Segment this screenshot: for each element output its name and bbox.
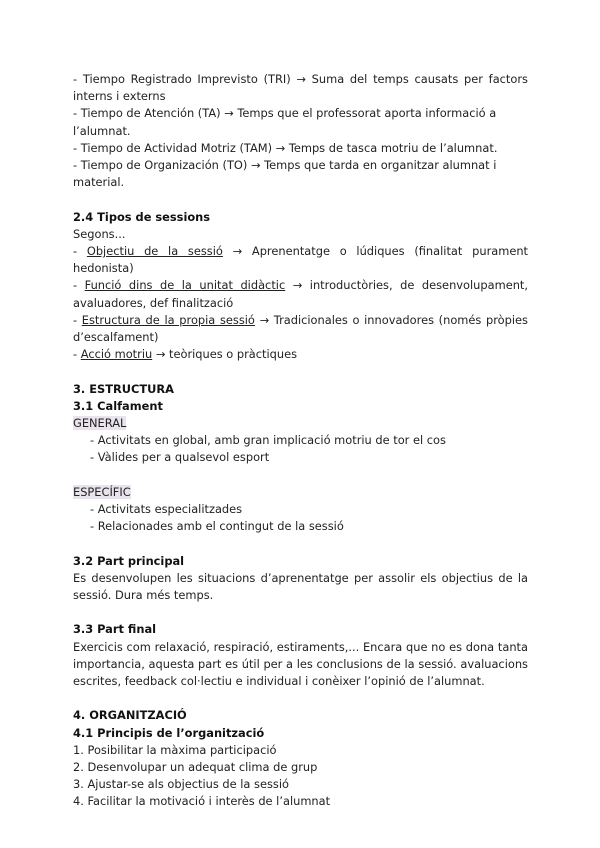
section-intro: Segons... [73,226,126,241]
list-item: - Relacionades amb el contingut de la sessió [90,518,528,535]
session-type-item: - Objectiu de la sessió → Aprenentatge o lúdiques (finalitat purament hedonista) [73,244,529,276]
subsection-heading-4-1: 4.1 Principis de l’organització [73,725,265,740]
highlighted-label-especific: ESPECÍFIC [73,484,131,499]
list-item: 2. Desenvolupar un adequat clima de grup [73,760,318,775]
section-heading-3: 3. ESTRUCTURA [73,381,174,396]
time-item: - Tiempo de Actividad Motriz (TAM) → Temps de tasca motriu de l’alumnat. [73,140,498,155]
session-type-term: Estructura de la propia sessió [81,312,255,327]
session-type-term: Objectiu de la sessió [86,244,223,259]
subsection-heading-3-2: 3.2 Part principal [73,553,185,568]
time-item: - Tiempo de Organización (TO) → Temps que tarda en organitzar alumnat i material. [73,158,497,190]
time-item: - Tiempo Registrado Imprevisto (TRI) → Suma del temps causats per factors interns i externs [73,72,528,104]
list-item: - Activitats en global, amb gran implicació motriu de tor el cos [90,432,528,449]
paragraph: Es desenvolupen les situacions d’aprenentatge per assolir els objectius de la sessió. Dura més temps. [73,570,528,603]
list-item: 1. Posibilitar la màxima participació [73,742,277,757]
session-type-item: - Acció motriu → teòriques o pràctiques [73,347,298,362]
general-list [73,432,528,466]
highlighted-label-general: GENERAL [73,416,127,431]
session-type-item: - Funció dins de la unitat didàctic → introductòries, de desenvolupament, avaluadores, def finalització [73,278,529,310]
session-type-term: Acció motriu [80,347,153,362]
principles-list [73,742,528,811]
session-type-item: - Estructura de la propia sessió → Tradicionales o innovadores (només pròpies d’escalfament) [73,312,528,345]
section-heading-2-4: 2.4 Tipos de sessions [73,209,211,224]
section-heading-4: 4. ORGANITZACIÓ [73,708,187,723]
list-item: 3. Ajustar-se als objectius de la sessió [73,777,289,792]
list-item: - Vàlides per a qualsevol esport [90,449,528,466]
time-item: - Tiempo de Atención (TA) → Temps que el professorat aporta informació a l’alumnat. [73,106,497,138]
subsection-heading-3-3: 3.3 Part final [73,622,157,637]
paragraph: Exercicis com relaxació, respiració, estiraments,... Encara que no es dona tanta importancia, aquesta part es útil per a les conclusions de la sessió. avaluacions escrites, feedback col·lectiu e individual i conèixer l’opinió de l’alumnat. [73,639,528,689]
list-item: 4. Facilitar la motivació i interès de l’alumnat [73,794,331,809]
document-content [73,71,528,811]
session-type-term: Funció dins de la unitat didàctic [84,278,286,293]
list-item: - Activitats especialitzades [90,501,528,518]
subsection-heading-3-1: 3.1 Calfament [73,398,163,413]
especific-list [73,501,528,535]
